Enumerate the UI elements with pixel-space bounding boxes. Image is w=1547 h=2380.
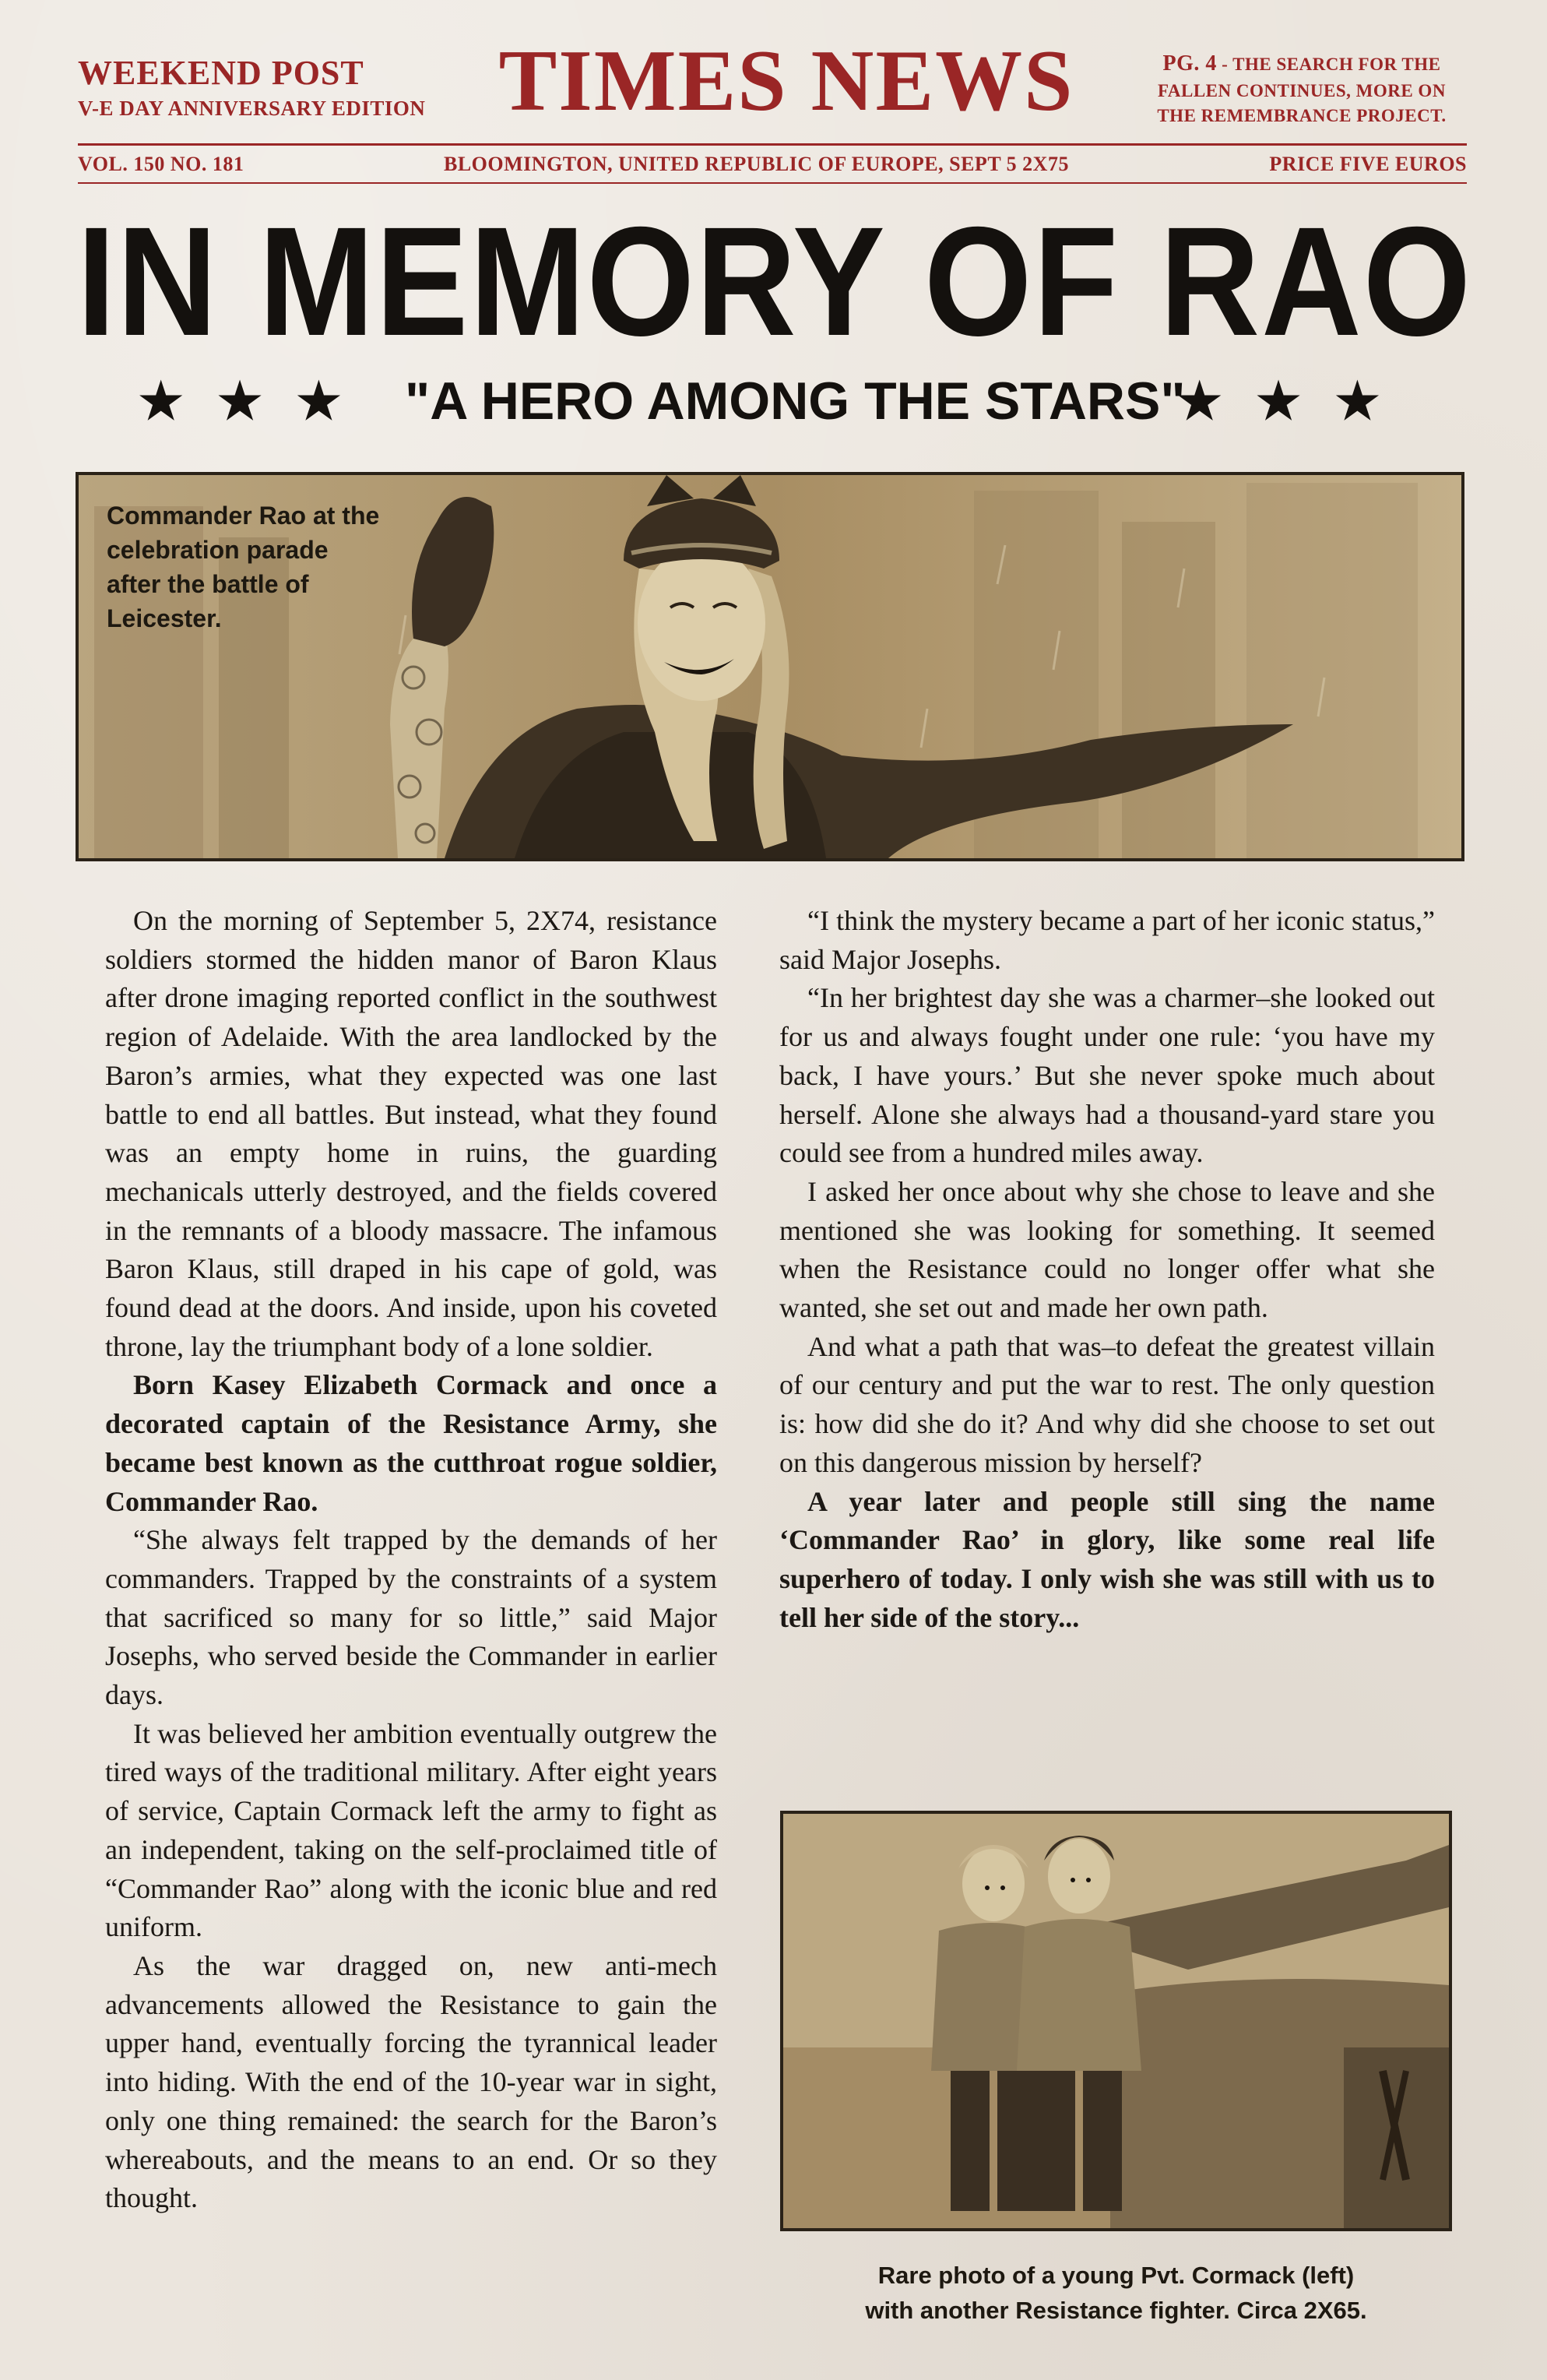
- edition-label: WEEKEND POST: [78, 54, 364, 92]
- article-paragraph: On the morning of September 5, 2X74, resistance soldiers stormed the hidden manor of Baron Klaus after drone imaging reported conflict in the southwest region of Adelaide. With the area landlocked by the Baron’s armies, what they expected was one last battle to end all battles. But instead, what they found was an empty home in ruins, the guarding mechanicals utterly destroyed, and the fields covered in the remnants of a bloody massacre. The infamous Baron Klaus, still draped in his cape of gold, was found dead at the doors. And inside, upon his coveted throne, lay the triumphant body of a lone soldier.: [105, 905, 717, 1362]
- volume-number: VOL. 150 NO. 181: [78, 153, 244, 175]
- article-paragraph-bold: A year later and people still sing the name ‘Commander Rao’ in glory, like some real life superhero of today. I only wish she was still with us to tell her side of the story...: [779, 1485, 1435, 1633]
- edition-block: [78, 56, 425, 121]
- teaser-line-1: - THE SEARCH FOR THE: [1216, 55, 1441, 74]
- edition-subtitle: V-E DAY ANNIVERSARY EDITION: [78, 97, 426, 120]
- newspaper-title: TIMES NEWS: [498, 33, 1074, 129]
- teaser-line-2: FALLEN CONTINUES, MORE ON: [1158, 81, 1446, 101]
- article-paragraph: And what a path that was–to defeat the greatest villain of our century and put the war to rest. The only question is: how did she do it? And why did she choose to set out on this dangerous mission by herself?: [779, 1330, 1435, 1478]
- article-paragraph: “She always felt trapped by the demands of her commanders. Trapped by the constraints of a system that sacrificed so many for so little,” said Major Josephs, who served beside the Commander in earlier days.: [105, 1524, 717, 1711]
- article-column-1: [105, 902, 717, 2218]
- article-paragraph: “In her brightest day she was a charmer–she looked out for us and always fought under one rule: ‘you have my back, I have yours.’ But she never spoke much about herself. Alone she always had a thousand-yard stare you could see from a hundred miles away.: [779, 982, 1435, 1169]
- archive-photo-caption: [779, 2259, 1454, 2329]
- masthead-rule-top: [78, 143, 1467, 146]
- page-teaser[interactable]: [1138, 48, 1465, 129]
- caption-line-2: with another Resistance fighter. Circa 2X65.: [865, 2296, 1367, 2324]
- article-paragraph: I asked her once about why she chose to leave and she mentioned she was looking for something. It seemed when the Resistance could no longer offer what she wanted, she set out and made her own path.: [779, 1175, 1435, 1324]
- caption-line-1: Rare photo of a young Pvt. Cormack (left): [877, 2262, 1355, 2289]
- subheadline: [0, 366, 1547, 436]
- subheadline-quote: "A HERO AMONG THE STARS": [405, 371, 1186, 431]
- price: PRICE FIVE EUROS: [1269, 153, 1467, 175]
- article-paragraph-bold: Born Kasey Elizabeth Cormack and once a decorated captain of the Resistance Army, she became best known as the cutthroat rogue soldier, Commander Rao.: [105, 1369, 717, 1517]
- article-paragraph: “I think the mystery became a part of her iconic status,” said Major Josephs.: [779, 905, 1435, 975]
- hero-caption: Commander Rao at the celebration parade after the battle of Leicester.: [107, 502, 380, 633]
- location-date: BLOOMINGTON, UNITED REPUBLIC OF EUROPE, SEPT 5 2X75: [444, 153, 1069, 175]
- star-icon-group-left: ★★★: [139, 373, 376, 429]
- dateline: [78, 153, 1467, 178]
- masthead-rule-bottom: [78, 182, 1467, 184]
- archive-photo: [780, 1811, 1452, 2231]
- teaser-page: PG. 4: [1162, 51, 1217, 76]
- teaser-line-3: THE REMEMBRANCE PROJECT.: [1157, 106, 1447, 126]
- article-paragraph: As the war dragged on, new anti-mech advancements allowed the Resistance to gain the upper hand, eventually forcing the tyrannical leader into hiding. With the end of the 10-year war in sight, only one thing remained: the search for the Baron’s whereabouts, and the means to an end. Or so they thought.: [105, 1949, 717, 2214]
- article-paragraph: It was believed her ambition eventually outgrew the tired ways of the traditional military. After eight years of service, Captain Cormack left the army to fight as an independent, taking on the self-proclaimed title of “Commander Rao” along with the iconic blue and red uniform.: [105, 1717, 717, 1943]
- article-column-2: [779, 902, 1435, 1637]
- two-soldiers-photo-illustration: [783, 1814, 1449, 2228]
- headline: IN MEMORY OF RAO: [76, 194, 1473, 368]
- star-icon-group-right: ★★★: [1177, 373, 1415, 429]
- hero-image: [76, 472, 1464, 861]
